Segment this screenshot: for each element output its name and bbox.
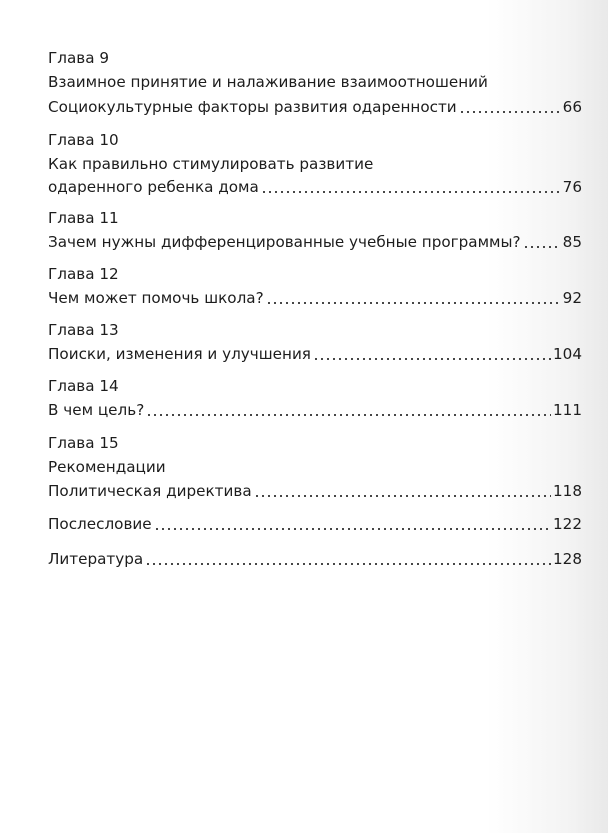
chapter-heading: Глава 12 (48, 265, 119, 283)
toc-entry-title: Поиски, изменения и улучшения (48, 345, 311, 363)
toc-entry-literature[interactable] (48, 549, 582, 569)
toc-entry-title: Послесловие (48, 515, 152, 533)
chapter-heading: Глава 15 (48, 434, 119, 452)
toc-entry-page: 66 (562, 98, 582, 116)
toc-entry[interactable] (48, 177, 582, 197)
chapter-title-line: Как правильно стимулировать развитие (48, 155, 374, 173)
chapter-title-line: Рекомендации (48, 458, 166, 476)
toc-entry-page: 85 (562, 233, 582, 251)
toc-entry-afterword[interactable] (48, 514, 582, 534)
toc-entry-page: 104 (553, 345, 582, 363)
toc-entry[interactable] (48, 232, 582, 252)
toc-entry-page: 76 (562, 178, 582, 196)
dot-leader (145, 554, 551, 566)
toc-entry-title: одаренного ребенка дома (48, 178, 259, 196)
toc-entry-page: 118 (553, 482, 582, 500)
toc-entry[interactable] (48, 481, 582, 501)
toc-entry-title: Зачем нужны дифференцированные учебные программы? (48, 233, 521, 251)
dot-leader (261, 182, 561, 194)
toc-entry-title: Чем может помочь школа? (48, 289, 264, 307)
dot-leader (266, 293, 561, 305)
toc-entry[interactable] (48, 97, 582, 117)
chapter-heading: Глава 10 (48, 131, 119, 149)
toc-entry[interactable] (48, 344, 582, 364)
dot-leader (459, 102, 561, 114)
toc-entry[interactable] (48, 400, 582, 420)
dot-leader (313, 349, 551, 361)
toc-entry-page: 111 (553, 401, 582, 419)
dot-leader (146, 405, 551, 417)
toc-entry-title: Политическая директива (48, 482, 252, 500)
toc-entry-title: Социокультурные факторы развития одаренности (48, 98, 457, 116)
toc-entry-page: 92 (562, 289, 582, 307)
chapter-heading: Глава 14 (48, 377, 119, 395)
chapter-heading: Глава 9 (48, 49, 110, 67)
dot-leader (523, 237, 561, 249)
chapter-title-line: Взаимное принятие и налаживание взаимоотношений (48, 73, 488, 91)
toc-entry-title: В чем цель? (48, 401, 145, 419)
toc-entry-title: Литература (48, 550, 144, 568)
toc-entry[interactable] (48, 288, 582, 308)
dot-leader (254, 486, 551, 498)
toc-entry-page: 128 (553, 550, 582, 568)
chapter-heading: Глава 11 (48, 209, 119, 227)
toc-entry-page: 122 (553, 515, 582, 533)
chapter-heading: Глава 13 (48, 321, 119, 339)
dot-leader (154, 519, 551, 531)
